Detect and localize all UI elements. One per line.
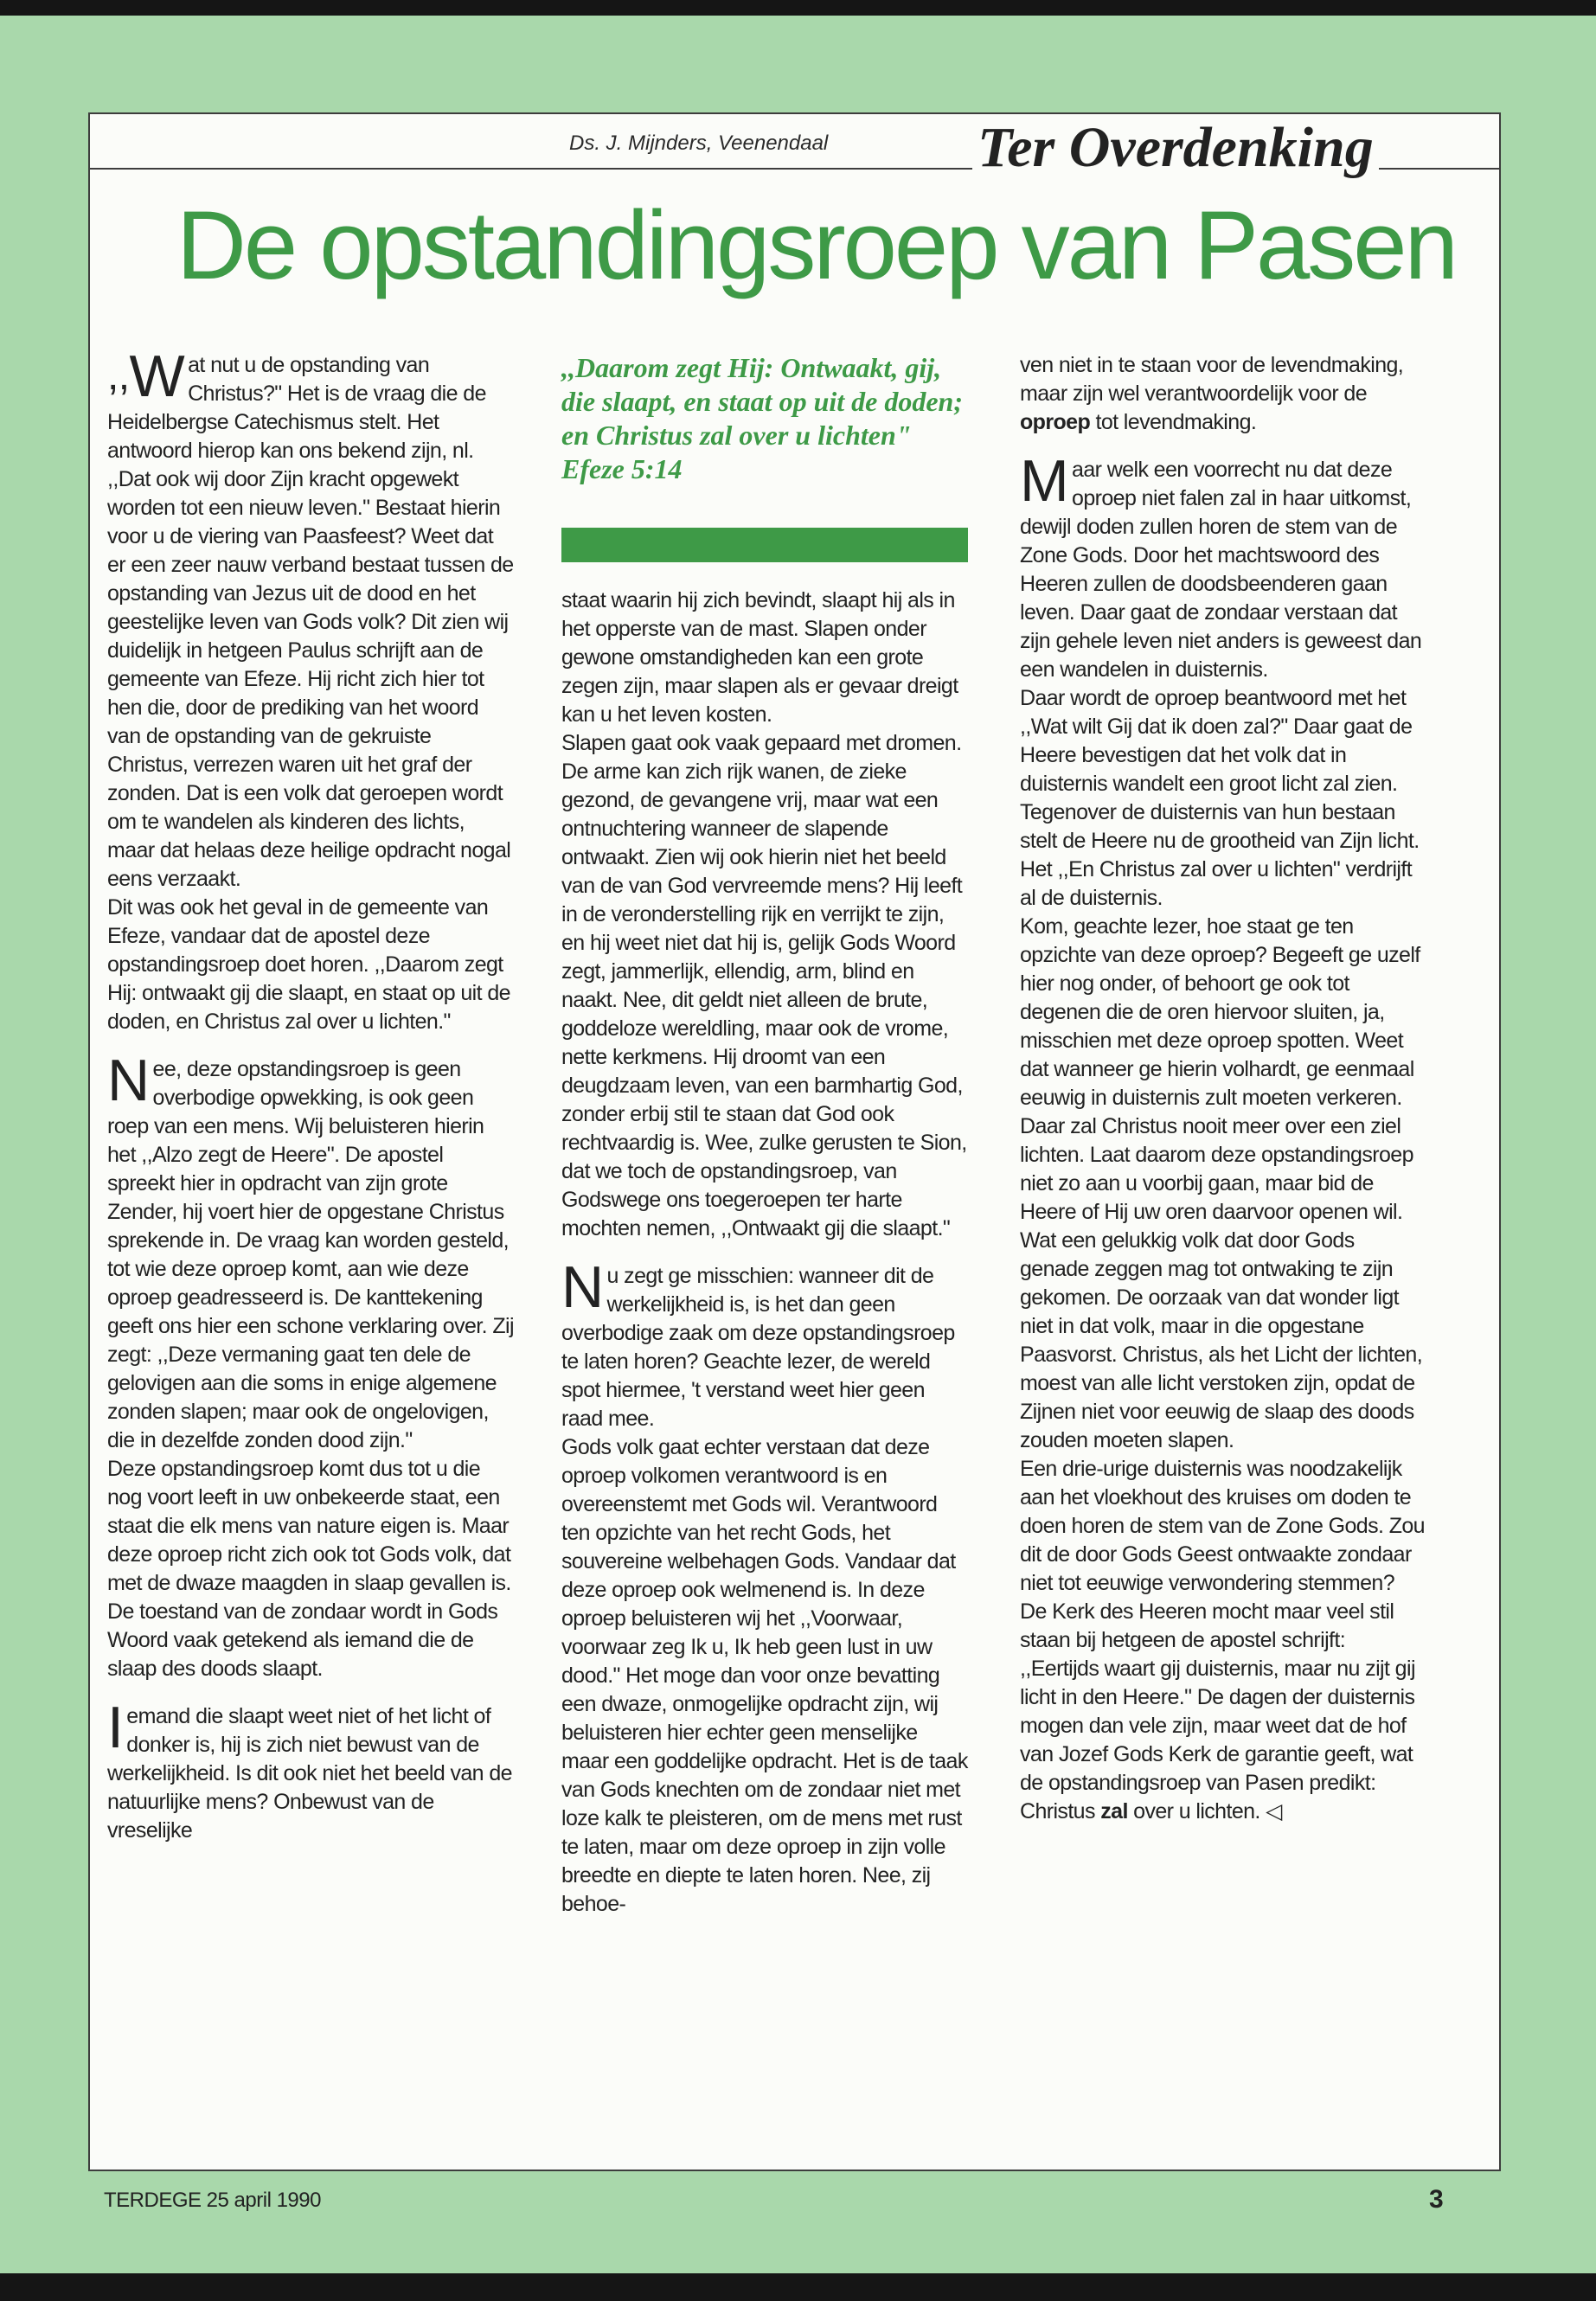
bold-word: zal: [1100, 1799, 1128, 1823]
author-byline: Ds. J. Mijnders, Veenendaal: [564, 131, 981, 156]
paragraph-text: emand die slaapt weet niet of het licht of donker is, hij is zich niet bewust van de werkelijkheid. Is dit ook niet het beeld van de natuurlijke mens? Onbewust van de vreselijke: [107, 1704, 512, 1843]
opening-quote: ,,: [107, 353, 130, 399]
green-divider-bar: [561, 528, 968, 562]
section-title: Ter Overdenking: [972, 119, 1379, 176]
drop-cap: N: [107, 1048, 150, 1113]
drop-cap: I: [107, 1695, 124, 1760]
drop-cap: M: [1020, 448, 1069, 514]
paragraph: Daar wordt de oproep beantwoord met het ,,Wat wilt Gij dat ik doen zal?" Daar gaat de Heere bevestigen dat het volk dat in duisternis wandelt een groot licht zal zien. Tegenover de duisternis van hun bestaan stelt de Heere nu de grootheid van Zijn licht. Het ,,En Christus zal over u lichten" verdrijft al de duisternis.: [1020, 686, 1420, 910]
scan-edge-top: [0, 0, 1596, 16]
paragraph: [107, 1048, 514, 1455]
paragraph: Deze opstandingsroep komt dus tot u die nog voort leeft in uw onbekeerde staat, een staat die elk mens van nature eigen is. Maar deze oproep richt zich ook tot Gods volk, dat met de dwaze maagden in slaap gevallen is.: [107, 1457, 511, 1595]
paragraph-text: ee, deze opstandingsroep is geen overbodige opwekking, is ook geen roep van een mens. Wij beluisteren hierin het ,,Alzo zegt de Heere". De apostel spreekt hier in opdracht van zijn grote Zender, hij voert hier de opgestane Christus sprekende in. De vraag kan worden gesteld, tot wie deze oproep komt, aan wie deze oproep geadresseerd is. De kanttekening geeft ons hier een schone verklaring over. Zij zegt: ,,Deze vermaning gaat ten dele de gelovigen aan die soms in enige algemene zonden slapen; maar ook de ongelovigen, die in dezelfde zonden dood zijn.": [107, 1057, 514, 1452]
magazine-page: [0, 16, 1596, 2273]
footer-publication: TERDEGE 25 april 1990: [104, 2189, 321, 2212]
paragraph: [1020, 1455, 1426, 1826]
paragraph: Dit was ook het geval in de gemeente van Efeze, vandaar dat de apostel deze opstandingsroep doet horen. ,,Daarom zegt Hij: ontwaakt gij die slaapt, en staat op uit de doden, en Christus zal over u lichten.": [107, 895, 510, 1034]
drop-cap: W: [129, 343, 185, 409]
page-number: 3: [1429, 2185, 1444, 2214]
paragraph-text: ven niet in te staan voor de levendmaking, maar zijn wel verantwoordelijk voor de: [1020, 353, 1404, 406]
article-headline: De opstandingsroep van Pasen: [176, 191, 1456, 299]
paragraph-text: at nut u de opstanding van Christus?" Het is de vraag die de Heidelbergse Catechismus stelt. Het antwoord hierop kan ons bekend zijn, nl. ,,Dat ook wij door Zijn kracht opgewekt worden tot een nieuw leven." Bestaat hierin voor u de viering van Paasfeest? Weet dat er een zeer nauw verband bestaat tussen de opstanding van Jezus uit de dood en het geestelijke leven van Gods volk? Dit zien wij duidelijk in hetgeen Paulus schrijft aan de gemeente van Efeze. Hij richt zich hier tot hen die, door de prediking van het woord van de opstanding van de gekruiste Christus, verrezen waren uit het graf der zonden. Dat is een volk dat geroepen wordt om te wandelen als kinderen des lichts, maar dat helaas deze heilige opdracht nogal eens verzaakt.: [107, 353, 514, 891]
paragraph-text: u zegt ge misschien: wanneer dit de werkelijkheid is, is het dan geen overbodige zaak om deze opstandingsroep te laten horen? Geachte lezer, de wereld spot hiermee, 't verstand weet hier geen raad mee.: [561, 1264, 955, 1431]
paragraph: [1020, 448, 1426, 684]
paragraph-text: tot levendmaking.: [1090, 410, 1257, 434]
paragraph: staat waarin hij zich bevindt, slaapt hij als in het opperste van de mast. Slapen onder gewone omstandigheden kan een grote zegen zijn, maar slapen als er gevaar dreigt kan u het leven kosten.: [561, 588, 958, 727]
paragraph: [1020, 351, 1426, 437]
article-panel: [88, 112, 1501, 2171]
paragraph: De toestand van de zondaar wordt in Gods Woord vaak getekend als iemand die de slaap des doods slaapt.: [107, 1599, 498, 1681]
column-2: [561, 351, 968, 1919]
paragraph: Slapen gaat ook vaak gepaard met dromen. De arme kan zich rijk wanen, de zieke gezond, de gevangene vrij, maar wat een ontnuchtering wanneer de slapende ontwaakt. Zien wij ook hierin niet het beeld van de van God vervreemde mens? Hij leeft in de veronderstelling rijk en verrijkt te zijn, en hij weet niet dat hij is, gelijk Gods Woord zegt, jammerlijk, ellendig, arm, blind en naakt. Nee, dit geldt niet alleen de brute, goddeloze wereldling, maar ook de vrome, nette kerkmens. Hij droomt van een deugdzaam leven, van een barmhartig God, zonder erbij stil te staan dat God ook rechtvaardig is. Wee, zulke gerusten te Sion, dat we toch de opstandingsroep, van Godswege ons toegeroepen ter harte mochten nemen, ,,Ontwaakt gij die slaapt.": [561, 731, 967, 1240]
paragraph: Wat een gelukkig volk dat door Gods genade zeggen mag tot ontwaking te zijn gekomen. De oorzaak van dat wonder ligt niet in dat volk, maar in die opgestane Paasvorst. Christus, als het Licht der lichten, moest van alle licht verstoken zijn, opdat de Zijnen niet voor eeuwig de slaap des doods zouden moeten slapen.: [1020, 1228, 1423, 1452]
paragraph: [561, 1254, 968, 1433]
bold-word: oproep: [1020, 410, 1091, 434]
column-1: [107, 343, 514, 1845]
pull-quote: ,,Daarom zegt Hij: Ontwaakt, gij, die slaapt, en staat op uit de doden; en Christus zal over u lichten" Efeze 5:14: [561, 352, 963, 484]
paragraph: [107, 343, 514, 894]
paragraph-text: over u lichten. ◁: [1127, 1799, 1282, 1823]
column-3: [1020, 351, 1426, 1826]
paragraph-text: aar welk een voorrecht nu dat deze oproep niet falen zal in haar uitkomst, dewijl doden zullen horen de stem van de Zone Gods. Door het machtswoord des Heeren zullen de doodsbeenderen gaan leven. Daar gaat de zondaar verstaan dat zijn gehele leven niet anders is geweest dan een wandelen in duisternis.: [1020, 458, 1422, 682]
scan-edge-bottom: [0, 2273, 1596, 2301]
paragraph-text: Een drie-urige duisternis was noodzakelijk aan het vloekhout des kruises om doden te doen horen de stem van de Zone Gods. Zou dit de door Gods Geest ontwaakte zondaar niet tot eeuwige verwondering stemmen? De Kerk des Heeren mocht maar veel stil staan bij hetgeen de apostel schrijft: ,,Eertijds waart gij duisternis, maar nu zijt gij licht in den Heere." De dagen der duisternis mogen dan vele zijn, maar weet dat de hof van Jozef Gods Kerk de garantie geeft, wat de opstandingsroep van Pasen predikt: Christus: [1020, 1457, 1425, 1823]
paragraph: Gods volk gaat echter verstaan dat deze oproep volkomen verantwoord is en overeenstemt met Gods wil. Verantwoord ten opzichte van het recht Gods, het souvereine welbehagen Gods. Vandaar dat deze oproep ook welmenend is. In deze oproep beluisteren wij het ,,Voorwaar, voorwaar zeg Ik u, Ik heb geen lust in uw dood." Het moge dan voor onze bevatting een dwaze, onmogelijke opdracht zijn, wij beluisteren hier echter geen menselijke maar een goddelijke opdracht. Het is de taak van Gods knechten om de zondaar niet met loze kalk te pleisteren, om de mens met rust te laten, maar om deze oproep in zijn volle breedte en diepte te laten horen. Nee, zij behoe-: [561, 1435, 968, 1916]
drop-cap: N: [561, 1254, 604, 1320]
paragraph: Kom, geachte lezer, hoe staat ge ten opzichte van deze oproep? Begeeft ge uzelf hier nog onder, of behoort ge ook tot degenen die de oren hiervoor sluiten, ja, misschien met deze oproep spotten. Weet dat wanneer ge hierin volhardt, ge eenmaal eeuwig in duisternis zult moeten verkeren. Daar zal Christus nooit meer over een ziel lichten. Laat daarom deze opstandingsroep niet zo aan u voorbij gaan, maar bid de Heere of Hij uw oren daarvoor openen wil.: [1020, 914, 1420, 1224]
paragraph: [107, 1695, 514, 1845]
